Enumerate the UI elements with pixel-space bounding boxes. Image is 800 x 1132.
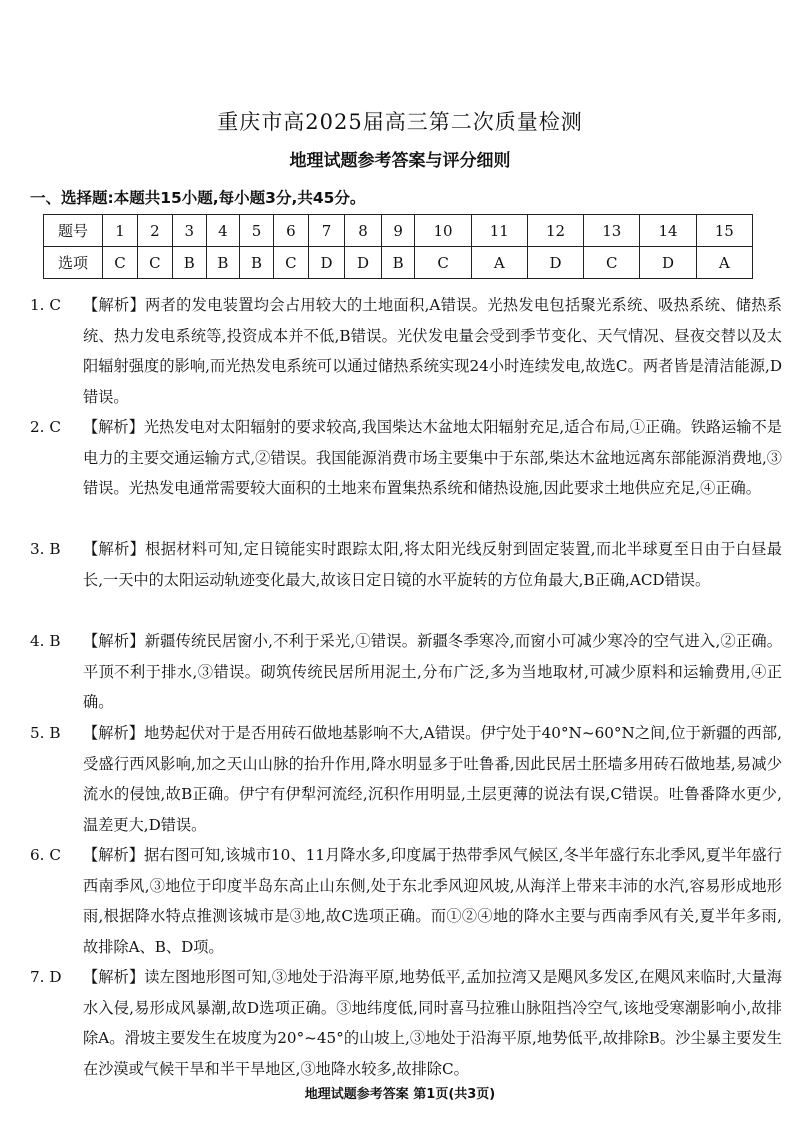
explanation-item-3 <box>30 534 782 595</box>
answer-choice-cell: D <box>527 247 583 279</box>
answer-table <box>43 214 753 279</box>
document-subtitle: 地理试题参考答案与评分细则 <box>289 151 511 171</box>
question-number-cell: 10 <box>415 215 471 247</box>
answer-choice-cell: D <box>308 247 344 279</box>
question-number-cell: 15 <box>696 215 752 247</box>
explanation-item-4 <box>30 626 782 718</box>
explanation-number: 3. B <box>30 540 61 558</box>
answer-table-number-row <box>44 215 753 247</box>
question-number-cell: 1 <box>103 215 138 247</box>
page-footer: 地理试题参考答案 第1页(共3页) <box>304 1087 496 1102</box>
question-number-cell: 4 <box>206 215 240 247</box>
answer-choice-cell: B <box>172 247 206 279</box>
answer-choice-cell: A <box>696 247 752 279</box>
question-number-cell: 3 <box>172 215 206 247</box>
answer-choice-cell: B <box>381 247 415 279</box>
answer-choice-cell: A <box>471 247 527 279</box>
explanation-item-7 <box>30 962 782 1084</box>
question-number-cell: 9 <box>381 215 415 247</box>
question-number-cell: 11 <box>471 215 527 247</box>
answer-table-choice-row <box>44 247 753 279</box>
explanation-text: 【解析】新疆传统民居窗小,不利于采光,①错误。新疆冬季寒冷,而窗小可减少寒冷的空气进入,②正确。平顶不利于排水,③错误。砌筑传统民居所用泥土,分布广泛,多为当地取材,可减少原料和运输费用,④正确。 <box>83 632 782 711</box>
answer-choice-cell: D <box>640 247 696 279</box>
explanation-text: 【解析】读左图地形图可知,③地处于沿海平原,地势低平,孟加拉湾又是飓风多发区,在飓风来临时,大量海水入侵,易形成风暴潮,故D选项正确。③地纬度低,同时喜马拉雅山脉阻挡冷空气,该地受寒潮影响小,故排除A。滑坡主要发生在坡度为20°~45°的山坡上,③地处于沿海平原,地势低平,故排除B。沙尘暴主要发生在沙漠或气候干旱和半干旱地区,③地降水较多,故排除C。 <box>83 968 782 1078</box>
explanation-number: 5. B <box>30 724 61 742</box>
answer-choice-cell: C <box>103 247 138 279</box>
answer-choice-cell: C <box>415 247 471 279</box>
question-number-cell: 8 <box>345 215 381 247</box>
question-number-cell: 6 <box>273 215 308 247</box>
explanation-number: 6. C <box>30 846 61 864</box>
explanation-text: 【解析】根据材料可知,定日镜能实时跟踪太阳,将太阳光线反射到固定装置,而北半球夏至日由于白昼最长,一天中的太阳运动轨迹变化最大,故该日定日镜的水平旋转的方位角最大,B正确,ACD错误。 <box>83 540 782 589</box>
explanation-text: 【解析】光热发电对太阳辐射的要求较高,我国柴达木盆地太阳辐射充足,适合布局,①正确。铁路运输不是电力的主要交通运输方式,②错误。我国能源消费市场主要集中于东部,柴达木盆地远离东部能源消费地,③错误。光热发电通常需要较大面积的土地来布置集热系统和储热设施,因此要求土地供应充足,④正确。 <box>83 418 782 497</box>
question-number-cell: 14 <box>640 215 696 247</box>
explanation-text: 【解析】两者的发电装置均会占用较大的土地面积,A错误。光热发电包括聚光系统、吸热系统、储热系统、热力发电系统等,投资成本并不低,B错误。光伏发电量会受到季节变化、天气情况、昼夜交替以及太阳辐射强度的影响,而光热发电系统可以通过储热系统实现24小时连续发电,故选C。两者皆是清洁能源,D错误。 <box>83 296 782 406</box>
explanation-text: 【解析】据右图可知,该城市10、11月降水多,印度属于热带季风气候区,冬半年盛行东北季风,夏半年盛行西南季风,③地位于印度半岛东高止山东侧,处于东北季风迎风坡,从海洋上带来丰沛的水汽,容易形成地形雨,根据降水特点推测该城市是③地,故C选项正确。而①②④地的降水主要与西南季风有关,夏半年多雨,故排除A、B、D项。 <box>83 846 782 956</box>
question-number-cell: 2 <box>137 215 172 247</box>
answer-choice-cell: C <box>137 247 172 279</box>
answer-choice-cell: B <box>240 247 274 279</box>
answer-choice-cell: C <box>273 247 308 279</box>
explanation-number: 2. C <box>30 418 61 436</box>
question-number-cell: 7 <box>308 215 344 247</box>
explanation-item-2 <box>30 412 782 504</box>
explanation-item-6 <box>30 840 782 962</box>
section-heading: 一、选择题:本题共15小题,每小题3分,共45分。 <box>30 189 366 207</box>
question-number-cell: 13 <box>584 215 640 247</box>
explanation-number: 1. C <box>30 296 61 314</box>
question-number-cell: 5 <box>240 215 274 247</box>
document-title: 重庆市高2025届高三第二次质量检测 <box>217 110 583 134</box>
explanation-item-5 <box>30 718 782 840</box>
explanation-number: 7. D <box>30 968 62 986</box>
question-number-cell: 12 <box>527 215 583 247</box>
answer-choice-cell: C <box>584 247 640 279</box>
row-label-question-number: 题号 <box>44 215 103 247</box>
explanation-item-1 <box>30 290 782 412</box>
row-label-choice: 选项 <box>44 247 103 279</box>
answer-choice-cell: D <box>345 247 381 279</box>
explanation-text: 【解析】地势起伏对于是否用砖石做地基影响不大,A错误。伊宁处于40°N~60°N之间,位于新疆的西部,受盛行西风影响,加之天山山脉的抬升作用,降水明显多于吐鲁番,因此民居土胚墙多用砖石做地基,易减少流水的侵蚀,故B正确。伊宁有伊犁河流经,沉积作用明显,土层更薄的说法有误,C错误。吐鲁番降水更少,温差更大,D错误。 <box>83 724 782 834</box>
answer-choice-cell: B <box>206 247 240 279</box>
explanation-number: 4. B <box>30 632 61 650</box>
